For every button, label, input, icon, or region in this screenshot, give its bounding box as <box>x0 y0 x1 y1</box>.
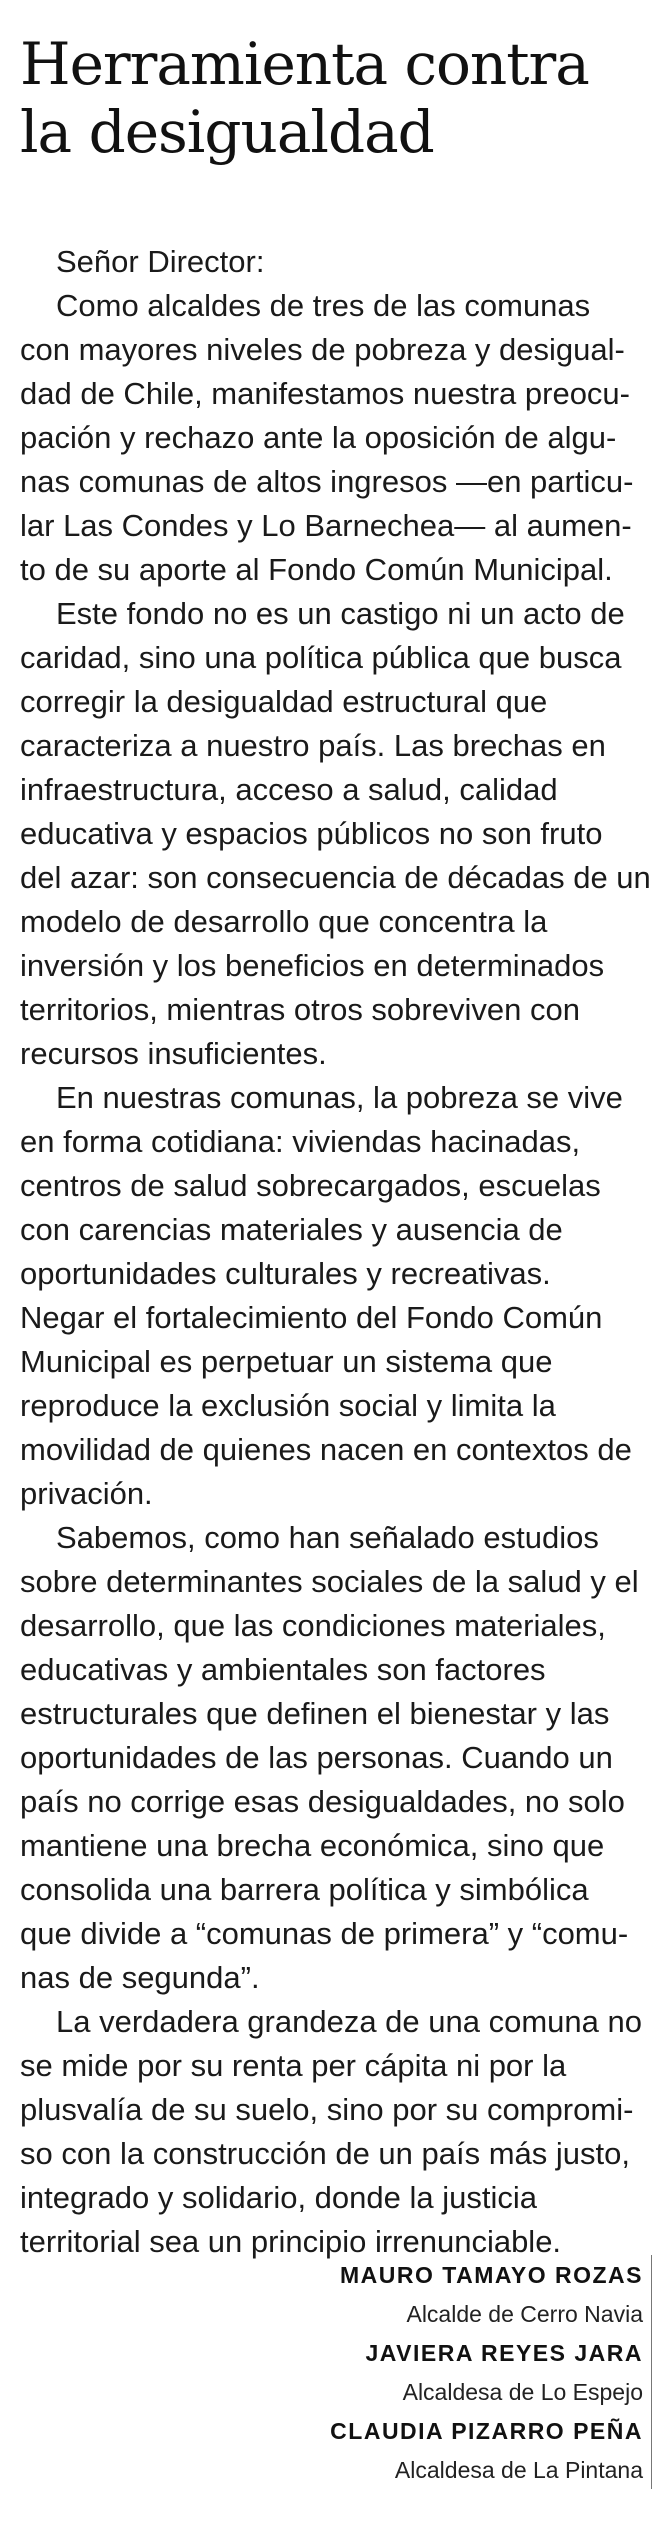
paragraph-line: inversión y los beneficios en determinados <box>20 948 605 983</box>
paragraph-line: caracteriza a nuestro país. Las brechas en <box>20 728 606 763</box>
paragraph-line: to de su aporte al Fondo Común Municipal. <box>20 552 613 587</box>
paragraph-line: modelo de desarrollo que concentra la <box>20 904 548 939</box>
paragraph-line: territorial sea un principio irrenunciable. <box>20 2224 562 2259</box>
paragraph-line: educativas y ambientales son factores <box>20 1652 546 1687</box>
paragraph-line: recursos insuficientes. <box>20 1036 327 1071</box>
paragraph-line: En nuestras comunas, la pobreza se vive <box>56 1080 623 1115</box>
paragraph-4 <box>20 1516 652 2000</box>
paragraph-line: educativa y espacios públicos no son fruto <box>20 816 603 851</box>
paragraph-line: consolida una barrera política y simbólica <box>20 1872 589 1907</box>
paragraph-1 <box>20 284 652 592</box>
headline-line-2: la desigualdad <box>20 98 434 166</box>
paragraph-line: oportunidades de las personas. Cuando un <box>20 1740 613 1775</box>
signature-1 <box>283 2255 652 2333</box>
headline <box>0 0 672 166</box>
paragraph-line: sobre determinantes sociales de la salud y el <box>20 1564 639 1599</box>
paragraph-line: Este fondo no es un castigo ni un acto de <box>56 596 625 631</box>
paragraph-line: integrado y solidario, donde la justicia <box>20 2180 537 2215</box>
paragraph-line: Negar el fortalecimiento del Fondo Común <box>20 1300 603 1335</box>
paragraph-3 <box>20 1076 652 1516</box>
paragraph-line: pación y rechazo ante la oposición de algu- <box>20 420 617 455</box>
paragraph-line: Como alcaldes de tres de las comunas <box>56 288 591 323</box>
paragraph-5 <box>20 2000 652 2264</box>
paragraph-line: movilidad de quienes nacen en contextos de <box>20 1432 632 1467</box>
paragraph-line: corregir la desigualdad estructural que <box>20 684 548 719</box>
paragraph-line: desarrollo, que las condiciones materiales, <box>20 1608 606 1643</box>
paragraph-line: infraestructura, acceso a salud, calidad <box>20 772 558 807</box>
paragraph-line: Municipal es perpetuar un sistema que <box>20 1344 553 1379</box>
signer-name: CLAUDIA PIZARRO PEÑA <box>330 2418 643 2444</box>
paragraph-line: nas de segunda”. <box>20 1960 260 1995</box>
paragraph-line: estructurales que definen el bienestar y las <box>20 1696 610 1731</box>
paragraph-line: caridad, sino una política pública que busca <box>20 640 622 675</box>
paragraph-line: oportunidades culturales y recreativas. <box>20 1256 551 1291</box>
signer-role: Alcaldesa de La Pintana <box>394 2457 643 2483</box>
signer-name: JAVIERA REYES JARA <box>365 2340 643 2366</box>
paragraph-line: so con la construcción de un país más justo, <box>20 2136 630 2171</box>
signature-3 <box>283 2411 652 2489</box>
paragraph-line: reproduce la exclusión social y limita la <box>20 1388 556 1423</box>
paragraph-line: privación. <box>20 1476 153 1511</box>
paragraph-line: dad de Chile, manifestamos nuestra preocu- <box>20 376 630 411</box>
salutation: Señor Director: <box>56 244 265 279</box>
paragraph-line: lar Las Condes y Lo Barnechea— al aumen- <box>20 508 632 543</box>
paragraph-line: mantiene una brecha económica, sino que <box>20 1828 605 1863</box>
signer-role: Alcalde de Cerro Navia <box>406 2301 643 2327</box>
headline-line-1: Herramienta contra <box>20 30 589 98</box>
paragraph-line: país no corrige esas desigualdades, no solo <box>20 1784 625 1819</box>
paragraph-line: centros de salud sobrecargados, escuelas <box>20 1168 601 1203</box>
signer-name: MAURO TAMAYO ROZAS <box>340 2262 643 2288</box>
signature-block <box>0 2255 652 2489</box>
paragraph-line: territorios, mientras otros sobreviven con <box>20 992 580 1027</box>
paragraph-line: con carencias materiales y ausencia de <box>20 1212 563 1247</box>
signer-role: Alcaldesa de Lo Espejo <box>402 2379 643 2405</box>
paragraph-2 <box>20 592 652 1076</box>
paragraph-line: nas comunas de altos ingresos —en particu- <box>20 464 634 499</box>
paragraph-line: La verdadera grandeza de una comuna no <box>56 2004 642 2039</box>
letter-body <box>20 240 652 2264</box>
paragraph-line: se mide por su renta per cápita ni por la <box>20 2048 567 2083</box>
paragraph-line: Sabemos, como han señalado estudios <box>56 1520 599 1555</box>
paragraph-line: plusvalía de su suelo, sino por su compromi- <box>20 2092 634 2127</box>
signature-2 <box>283 2333 652 2411</box>
paragraph-line: que divide a “comunas de primera” y “comu- <box>20 1916 629 1951</box>
paragraph-line: en forma cotidiana: viviendas hacinadas, <box>20 1124 581 1159</box>
paragraph-line: con mayores niveles de pobreza y desigual- <box>20 332 625 367</box>
paragraph-line: del azar: son consecuencia de décadas de un <box>20 860 651 895</box>
